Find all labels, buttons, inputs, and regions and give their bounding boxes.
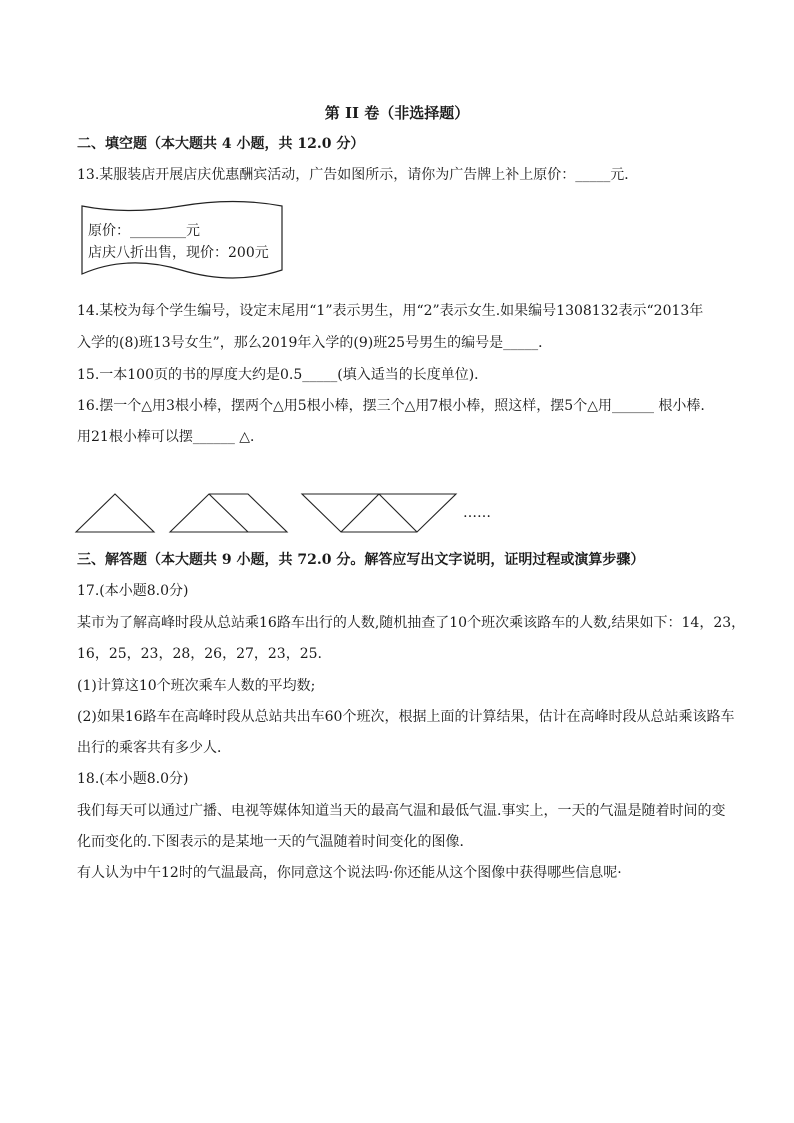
question-17-line-2: 16，25，23，28，26，27，23，25. [77, 646, 322, 662]
fill-blank-header: 二、填空题（本大题共 4 小题，共 12.0 分） [77, 136, 365, 152]
question-14-line-2: 入学的(8)班13号女生”，那么2019年入学的(9)班25号男生的编号是_____． [77, 335, 553, 351]
question-18-line-2: 化而变化的.下图表示的是某地一天的气温随着时间变化的图像． [77, 834, 474, 850]
two-triangles [170, 494, 287, 532]
ad-current-price: 店庆八折出售，现价：200元 [88, 245, 269, 261]
question-18-line-3: 有人认为中午12时的气温最高，你同意这个说法吗·你还能从这个图像中获得哪些信息呢· [77, 865, 622, 881]
question-17-part-2-line-2: 出行的乘客共有多少人． [77, 740, 231, 756]
question-17-part-1: (1)计算这10个班次乘车人数的平均数; [77, 678, 316, 694]
question-13-text: 13.某服装店开展店庆优惠酬宾活动，广告如图所示，请你为广告牌上补上原价：_____元． [77, 167, 639, 183]
question-16-line-2: 用21根小棒可以摆______ △． [77, 429, 265, 445]
section-title: 第 II 卷（非选择题） [324, 104, 470, 122]
three-triangles [302, 494, 456, 532]
ad-sign-figure [76, 200, 286, 286]
question-18-title: 18.(本小题8.0分) [77, 771, 189, 787]
question-17-part-2-line-1: (2)如果16路车在高峰时段从总站共出车60个班次，根据上面的计算结果，估计在高峰时段从总站乘该路车 [77, 709, 735, 725]
one-triangle [76, 494, 154, 532]
question-14-line-1: 14.某校为每个学生编号，设定末尾用“1”表示男生，用“2”表示女生.如果编号1308132表示“2013年 [77, 303, 704, 319]
ad-original-price: 原价：________元 [88, 223, 200, 239]
question-15-text: 15.一本100页的书的厚度大约是0.5_____(填入适当的长度单位)． [77, 367, 489, 383]
question-16-line-1: 16.摆一个△用3根小棒，摆两个△用5根小棒，摆三个△用7根小棒，照这样，摆5个△用______ 根小棒. [77, 398, 705, 414]
triangle-pattern-figure [70, 486, 460, 536]
question-17-title: 17.(本小题8.0分) [77, 583, 189, 599]
question-18-line-1: 我们每天可以通过广播、电视等媒体知道当天的最高气温和最低气温.事实上，一天的气温是随着时间的变 [77, 803, 726, 819]
solve-header: 三、解答题（本大题共 9 小题，共 72.0 分。解答应写出文字说明，证明过程或演算步骤） [77, 552, 645, 568]
pattern-ellipsis: …… [463, 505, 491, 521]
question-17-line-1: 某市为了解高峰时段从总站乘16路车出行的人数,随机抽查了10个班次乘该路车的人数,结果如下：14，23， [77, 615, 746, 631]
